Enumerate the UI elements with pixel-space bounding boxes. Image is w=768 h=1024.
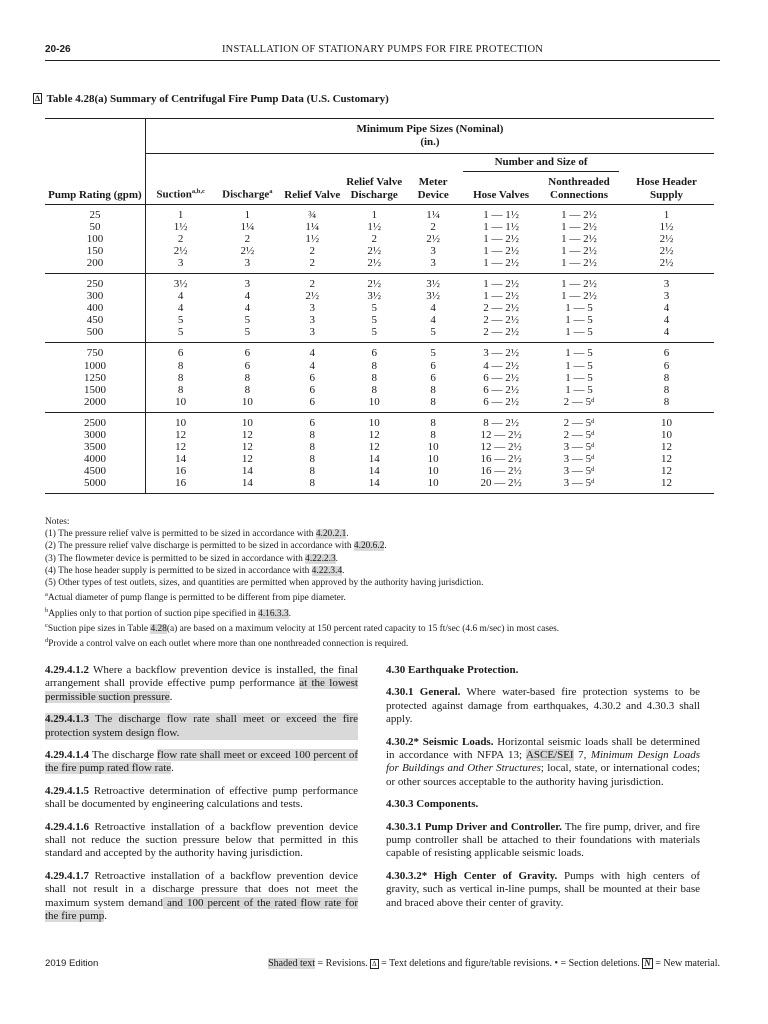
table-cell: 1¼ [240,220,255,233]
table-cell: 20 — 2½ [463,477,539,494]
table-cell: 8 [430,429,436,441]
table-cell: 8 [145,384,215,396]
table-cell: 6 — 2½ [483,383,519,396]
table-cell: 4 [244,290,251,303]
table-cell: 8 [145,360,215,372]
table-row [45,326,714,343]
table-cell: 8 [279,477,345,494]
table-cell: 3 [430,244,436,257]
table-cell: 3 — 5ᵈ [563,441,595,454]
table-cell: 1½ [305,232,320,245]
table-cell: 1 — 2½ [483,256,519,269]
table-cell: 5 [371,302,377,315]
table-cell: 12 [368,429,380,441]
table-cell: 8 [244,383,251,396]
table-cell: 10 [215,412,279,429]
table-cell: 5 [145,314,215,326]
new-material-icon: N [644,958,651,968]
section-4-30-heading: 4.30 Earthquake Protection. [386,664,519,676]
table-cell: 1 — 1½ [483,220,519,233]
table-row [45,360,714,372]
table-caption-text: Table 4.28(a) Summary of Centrifugal Fire Pump Data (U.S. Customary) [46,93,389,105]
table-cell: 5 [430,326,436,339]
table-cell: 2 [145,233,215,245]
footnote-d: $^d$Provide a control valve on each outlet where more than one nonthreaded connection is required. [45,637,409,650]
table-cell: 4 [244,302,251,315]
pump-data-table [45,118,714,494]
table-cell: 4 [663,314,670,327]
note-4: (4) The hose header supply is permitted to be sized in accordance with 4.22.3.4. [45,565,345,576]
left-column [45,664,358,933]
table-cell: 3 [309,302,315,315]
table-row [45,396,714,413]
table-cell: 3 [244,256,251,269]
running-header [45,44,720,61]
table-cell: 750 [45,343,145,360]
note-2: (2) The pressure relief valve discharge is permitted to be sized in accordance with 4.20.6.2. [45,541,387,552]
table-cell: 8 [403,412,463,429]
table-cell: 10 [661,429,672,441]
table-row [45,477,714,494]
col-header-hose-valves: Hose Valves [463,172,539,205]
table-cell: 3 [145,257,215,274]
table-cell: 3 — 5ᵈ [563,465,595,478]
table-row [45,453,714,465]
table-cell: 1 [145,204,215,221]
table-cell: 3500 [83,441,106,454]
table-cell: 300 [86,290,104,303]
number-size-header: Number and Size of [463,154,619,172]
table-cell: 1 — 2½ [539,273,619,290]
table-cell: 400 [86,302,104,315]
section-4-30-3-heading: 4.30.3 Components. [386,798,479,811]
table-cell: 2½ [145,245,215,257]
table-cell: 1 — 2½ [561,256,597,269]
table-cell: 2½ [659,256,674,269]
table-row [45,233,714,245]
table-cell: 6 [663,359,670,372]
table-cell: 12 — 2½ [480,441,522,454]
table-cell: 2 [371,232,377,245]
table-cell: 1½ [367,220,382,233]
table-cell: 10 [403,477,463,494]
table-cell: 16 — 2½ [480,465,522,478]
running-title: INSTALLATION OF STATIONARY PUMPS FOR FIRE PROTECTION [221,44,544,55]
table-cell: 12 [661,441,672,454]
table-cell: 1 — 5 [565,302,593,315]
col-header-relief-valve: Relief Valve [279,172,345,205]
table-cell: 1 — 5 [539,343,619,360]
table-cell: 3 [215,273,279,290]
table-cell: 1 [215,204,279,221]
page-number: 20-26 [45,44,71,55]
table-cell: 1¼ [305,220,320,233]
right-column [386,664,700,919]
table-cell: 450 [86,314,104,327]
footnote-c: $^c$Suction pipe sizes in Table 4.28(a) are based on a maximum velocity at 150 percent rated capacity to 15 ft/sec (4.6 m/sec) in most cases. [45,621,560,634]
table-cell: 2½ [426,232,441,245]
table-cell: 1 — 5 [565,326,593,339]
table-cell: 1¼ [403,204,463,221]
table-cell: 3 — 5ᵈ [563,453,595,466]
table-cell: 6 — 2½ [483,371,519,384]
table-cell: 10 [368,395,380,408]
table-cell: 6 [345,343,403,360]
table-cell: 10 [241,395,253,408]
table-cell: 2½ [305,290,320,303]
section-4-29-4-1-3: 4.29.4.1.3 The discharge flow rate shall meet or exceed the fire protection system design flow. [45,713,358,739]
footnote-b: $^b$Applies only to that portion of suction pipe specified in 4.16.3.3. [45,606,291,619]
table-cell: 1000 [83,359,106,372]
col-header-meter: Meter Device [403,172,463,205]
table-cell: 1 — 2½ [483,232,519,245]
table-cell: 1 [345,204,403,221]
section-4-30-1: 4.30.1 General. Where water-based fire protection systems to be protected against damage from earthquakes, 4.30.2 and 4.30.3 shall apply. [386,686,700,726]
revision-delta-icon: Δ [35,94,41,103]
table-cell: 16 — 2½ [480,453,522,466]
table-cell: 14 [368,465,380,478]
table-cell: 2000 [83,395,106,408]
table-cell: 3½ [403,273,463,290]
table-cell: 10 [145,412,215,429]
table-cell: 10 [345,412,403,429]
section-4-29-4-1-4: 4.29.4.1.4 The discharge flow rate shall meet or exceed 100 percent of the fire pump rated flow rate. [45,749,358,775]
table-cell: 2500 [45,412,145,429]
table-cell: 1 — 2½ [463,273,539,290]
table-cell: 1250 [83,371,106,384]
table-cell: 12 [145,429,215,441]
table-cell: 4500 [83,465,106,478]
table-cell: 1 — 2½ [483,290,519,303]
col-header-pump-rating: Pump Rating (gpm) [45,172,145,205]
table-cell: 8 [430,383,436,396]
table-cell: 6 [430,371,436,384]
table-cell: 1 — 5 [565,314,593,327]
table-cell: 150 [86,244,104,257]
table-cell: 2½ [659,244,674,257]
revision-legend: Shaded text = Revisions. Δ = Text deletions and figure/table revisions. • = Section deletions. N = New material. [268,958,720,969]
table-cell: 1 — 2½ [561,232,597,245]
col-header-discharge: Discharge$^a$ [215,172,279,205]
col-header-hose-header: Hose Header Supply [619,172,714,205]
table-cell: 12 [145,441,215,453]
table-cell: 6 [244,359,251,372]
note-3: (3) The flowmeter device is permitted to be sized in accordance with 4.22.2.3. [45,553,338,564]
table-cell: 10 [619,412,714,429]
table-cell: 4 [430,302,436,315]
table-row [45,221,714,233]
table-cell: 6 [215,343,279,360]
table-cell: 1 — 2½ [561,220,597,233]
col-header-relief-discharge: Relief Valve Discharge [345,172,403,205]
table-cell: 6 [145,343,215,360]
table-cell: 12 [661,453,672,466]
table-cell: 2½ [345,273,403,290]
table-cell: 2 [309,244,315,257]
table-cell: 1 [619,204,714,221]
table-cell: 6 [309,395,315,408]
table-cell: 6 [279,412,345,429]
table-cell: 5 [371,314,377,327]
table-cell: 100 [86,232,104,245]
table-cell: 8 [145,372,215,384]
section-4-29-4-1-5: 4.29.4.1.5 Retroactive determination of effective pump performance shall be documented by engineering calculations and tests. [45,784,358,811]
table-cell: 14 [145,453,215,465]
table-cell: 14 [368,453,380,466]
table-cell: 2 — 2½ [483,302,519,315]
table-cell: 3½ [426,290,441,303]
table-cell: ¾ [279,204,345,221]
table-cell: 6 [309,371,315,384]
table-cell: 12 [241,453,253,466]
table-cell: 2½ [240,244,255,257]
table-cell: 1 — 1½ [463,204,539,221]
table-cell: 3 — 2½ [463,343,539,360]
table-cell: 5000 [45,477,145,494]
delta-icon: Δ [372,960,377,968]
section-4-30-2: 4.30.2* Seismic Loads. Horizontal seismic loads shall be determined in accordance with NFPA 13; ASCE/SEI 7, Minimum Design Loads for Buildings and Other Structures; local, state, or international codes; or other sources acceptable to the authority having jurisdiction. [386,735,701,788]
table-cell: 16 [145,477,215,494]
table-cell: 3000 [83,429,106,441]
table-row [45,412,714,429]
table-cell: 12 — 2½ [480,429,522,441]
table-group-header: Minimum Pipe Sizes (Nominal) (in.) [145,119,714,154]
table-cell: 2½ [367,256,382,269]
table-cell: 2 [279,273,345,290]
table-cell: 8 [309,465,315,478]
table-cell: 4 [663,302,670,315]
table-cell: 1 — 2½ [561,244,597,257]
table-cell: 2 — 5ᵈ [563,395,595,408]
table-row [45,273,714,290]
note-1: (1) The pressure relief valve is permitted to be sized in accordance with 4.20.2.1. [45,529,349,540]
section-4-29-4-1-6: 4.29.4.1.6 Retroactive installation of a backflow prevention device shall not reduce the suction pressure below that permitted in this standard and accepted by the authority having jurisdiction. [45,820,358,860]
table-cell: 2 — 2½ [483,314,519,327]
table-row [45,465,714,477]
section-4-29-4-1-7: 4.29.4.1.7 Retroactive installation of a backflow prevention device shall not result in a discharge pressure that does not meet the maximum system demand and 100 percent of the rated flow rate for the fire pump. [45,869,359,923]
section-4-30-3-2: 4.30.3.2* High Center of Gravity. Pumps with high centers of gravity, such as vertical in-line pumps, shall be mounted at their base and braced above their center of gravity. [386,869,700,909]
table-cell: 8 [244,371,251,384]
table-cell: 8 [309,441,315,454]
table-cell: 8 [663,371,670,384]
table-cell: 3 [619,273,714,290]
notes-title: Notes: [45,517,70,527]
table-cell: 1 — 2½ [483,244,519,257]
table-cell: 12 [661,465,672,478]
table-row [45,384,714,396]
footnote-a: $^a$Actual diameter of pump flange is permitted to be different from pipe diameter. [45,591,346,604]
table-cell: 8 [371,359,377,372]
table-cell: 2½ [367,244,382,257]
table-cell: 2 — 5ᵈ [563,429,595,441]
table-row [45,343,714,360]
table-cell: 1 — 2½ [539,204,619,221]
table-cell: 8 [663,395,670,408]
table-cell: 8 [430,395,436,408]
table-cell: 5 [145,326,215,343]
table-cell: 3 [309,314,315,327]
table-row [45,290,714,302]
table-cell: 1 — 5 [565,371,593,384]
table-cell: 14 [215,477,279,494]
table-cell: 200 [86,256,104,269]
table-cell: 8 [663,383,670,396]
table-row [45,245,714,257]
table-cell: 4 [430,314,436,327]
table-cell: 250 [45,273,145,290]
table-cell: 10 [145,396,215,413]
table-cell: 8 [371,383,377,396]
table-cell: 12 [241,429,253,441]
edition-label: 2019 Edition [45,958,99,969]
table-cell: 6 [309,383,315,396]
table-cell: 500 [86,326,104,339]
table-cell: 4 [145,290,215,302]
table-cell: 1 — 5 [565,383,593,396]
table-cell: 3 [663,290,670,303]
table-cell: 4 [145,302,215,314]
table-cell: 3½ [145,273,215,290]
col-header-suction: Suction$^{a,b,c}$ [145,172,215,205]
table-cell: 2 — 2½ [483,326,519,339]
table-cell: 1½ [145,221,215,233]
table-cell: 1500 [83,383,106,396]
table-cell: 8 — 2½ [463,412,539,429]
table-cell: 6 [430,359,436,372]
table-cell: 5 [244,314,251,327]
table-row [45,204,714,221]
table-cell: 50 [89,220,101,233]
table-cell: 3 — 5ᵈ [539,477,619,494]
table-cell: 2 [430,220,436,233]
table-cell: 4 — 2½ [483,359,519,372]
table-cell: 5 [403,343,463,360]
table-row [45,257,714,274]
table-row [45,314,714,326]
table-cell: 6 — 2½ [483,395,519,408]
table-cell: 4 [309,359,315,372]
table-cell: 6 [619,343,714,360]
table-row [45,441,714,453]
table-cell: 3 [430,256,436,269]
table-cell: 1½ [659,220,674,233]
table-cell: 10 [427,441,439,454]
table-cell: 5 [371,326,377,339]
table-cell: 25 [45,204,145,221]
table-cell: 16 [145,465,215,477]
note-5: (5) Other types of test outlets, sizes, and quantities are permitted when approved by the authority having jurisdiction. [45,578,484,589]
table-cell: 1 — 2½ [561,290,597,303]
table-cell: 3½ [367,290,382,303]
table-row [45,302,714,314]
table-cell: 3 [309,326,315,339]
table-cell: 14 [241,465,253,478]
table-cell: 12 [368,441,380,454]
table-cell: 2 — 5ᵈ [539,412,619,429]
table-cell: 8 [371,371,377,384]
table-cell: 8 [309,453,315,466]
table-cell: 10 [427,453,439,466]
table-cell: 2½ [659,232,674,245]
table-cell: 1 — 5 [565,359,593,372]
table-cell: 4 [663,326,670,339]
table-cell: 4 [279,343,345,360]
col-header-nonthreaded: Nonthreaded Connections [539,172,619,205]
section-4-29-4-1-2: 4.29.4.1.2 Where a backflow prevention device is installed, the final arrangement shall provide effective pump performance at the lowest permissible suction pressure. [45,664,358,703]
table-cell: 12 [241,441,253,454]
table-cell: 14 [345,477,403,494]
table-row [45,372,714,384]
table-row [45,429,714,441]
table-caption [33,93,389,105]
table-cell: 5 [244,326,251,339]
table-cell: 4000 [83,453,106,466]
section-4-30-3-1: 4.30.3.1 Pump Driver and Controller. The fire pump, driver, and fire pump controller shall be attached to their foundations with materials capable of resisting applicable seismic loads. [386,820,701,860]
table-cell: 2 [309,256,315,269]
table-cell: 2 [244,232,251,245]
table-cell: 12 [619,477,714,494]
table-notes [45,516,725,651]
table-cell: 10 [427,465,439,478]
table-cell: 8 [309,429,315,441]
